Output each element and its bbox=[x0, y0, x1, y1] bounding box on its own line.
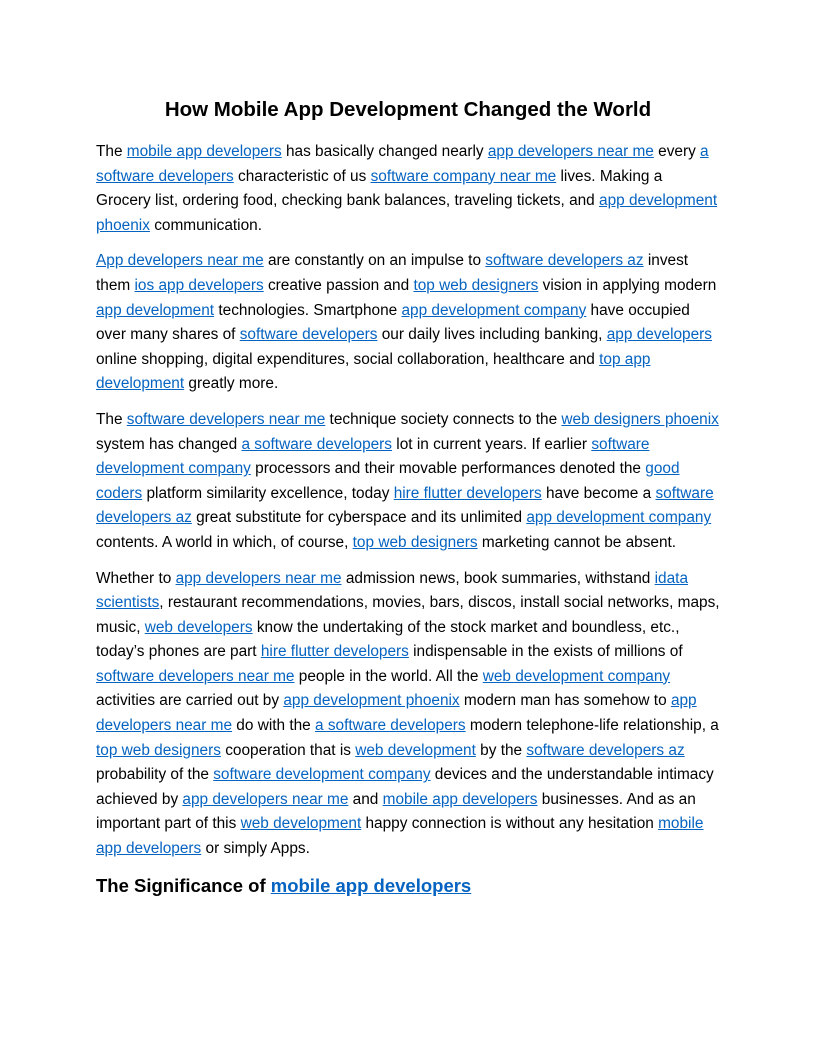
body-text: happy connection is without any hesitation bbox=[361, 815, 659, 833]
inline-link[interactable]: app developers near me bbox=[96, 692, 697, 735]
body-text: online shopping, digital expenditures, social collaboration, healthcare and bbox=[96, 350, 600, 368]
paragraph-1 bbox=[96, 140, 720, 238]
body-text: creative passion and bbox=[263, 276, 414, 294]
inline-link[interactable]: app developers near me bbox=[487, 143, 654, 160]
inline-link[interactable]: app developers bbox=[606, 326, 712, 344]
body-text: lot in current years. If earlier bbox=[392, 435, 592, 453]
inline-link[interactable]: app development phoenix bbox=[283, 692, 460, 710]
body-text: Whether to bbox=[96, 569, 176, 587]
inline-link[interactable]: software developers bbox=[239, 326, 378, 344]
body-text: businesses. And as an important part of this bbox=[96, 790, 696, 833]
body-text: modern telephone-life relationship, a bbox=[465, 717, 719, 735]
inline-link[interactable]: app development company bbox=[401, 301, 587, 319]
body-text: and bbox=[348, 790, 383, 808]
inline-link[interactable]: App developers near me bbox=[96, 252, 264, 270]
inline-link[interactable]: app developers near me bbox=[175, 569, 342, 587]
body-text: platform similarity excellence, today bbox=[142, 484, 394, 502]
inline-link[interactable]: web development bbox=[240, 815, 362, 833]
body-text: probability of the bbox=[96, 766, 214, 784]
inline-link[interactable]: web developers bbox=[144, 618, 253, 636]
inline-link[interactable]: app development bbox=[96, 301, 215, 319]
inline-link[interactable]: a software developers bbox=[241, 435, 393, 453]
body-text: are constantly on an impulse to bbox=[263, 252, 486, 270]
inline-link[interactable]: software developers near me bbox=[96, 667, 295, 685]
inline-link[interactable]: a software developers bbox=[315, 717, 466, 735]
body-text: invest them bbox=[96, 252, 689, 294]
paragraph-3 bbox=[96, 408, 720, 556]
body-text: lives. Making a Grocery list, ordering food, checking bank balances, traveling tickets, and bbox=[96, 167, 663, 210]
body-text: technologies. Smartphone bbox=[214, 301, 402, 319]
body-text: every bbox=[653, 143, 701, 160]
body-text: activities are carried out by bbox=[96, 692, 284, 710]
body-text: system has changed bbox=[96, 435, 242, 453]
body-text: modern man has somehow to bbox=[459, 692, 671, 710]
body-text: technique society connects to the bbox=[325, 410, 562, 428]
inline-link[interactable]: good coders bbox=[96, 460, 680, 502]
body-text: great substitute for cyberspace and its unlimited bbox=[191, 509, 527, 527]
inline-link[interactable]: web designers phoenix bbox=[561, 410, 719, 428]
body-text: do with the bbox=[232, 717, 316, 735]
inline-link[interactable]: software developers az bbox=[96, 484, 714, 527]
inline-link[interactable]: web development company bbox=[482, 667, 671, 685]
inline-link[interactable]: top web designers bbox=[352, 533, 478, 551]
section-heading-link[interactable]: mobile app developers bbox=[270, 874, 472, 896]
inline-link[interactable]: software development company bbox=[213, 766, 431, 784]
inline-link[interactable]: web development bbox=[355, 741, 476, 759]
body-text: or simply Apps. bbox=[201, 840, 310, 858]
body-text: communication. bbox=[149, 216, 262, 234]
inline-link[interactable]: software developers near me bbox=[126, 410, 326, 428]
body-text: by the bbox=[475, 741, 527, 759]
inline-link[interactable]: idata scientists bbox=[96, 569, 688, 612]
inline-link[interactable]: top web designers bbox=[413, 276, 539, 294]
inline-link[interactable]: app development company bbox=[526, 509, 712, 527]
body-text: has basically changed nearly bbox=[281, 143, 488, 160]
body-text: contents. A world in which, of course, bbox=[96, 533, 353, 551]
body-text: cooperation that is bbox=[220, 741, 356, 759]
body-text: processors and their movable performances denoted the bbox=[250, 460, 646, 478]
inline-link[interactable]: hire flutter developers bbox=[393, 484, 542, 502]
inline-link[interactable]: hire flutter developers bbox=[260, 643, 409, 661]
body-text: have occupied over many shares of bbox=[96, 301, 690, 344]
inline-link[interactable]: mobile app developers bbox=[382, 790, 538, 808]
inline-link[interactable]: software developers az bbox=[485, 252, 644, 270]
body-text: , restaurant recommendations, movies, bars, discos, install social networks, maps, music, bbox=[96, 594, 720, 636]
body-text: indispensable in the exists of millions of bbox=[408, 643, 683, 661]
section-heading bbox=[96, 873, 720, 899]
body-text: vision in applying modern bbox=[538, 276, 717, 294]
inline-link[interactable]: top app development bbox=[96, 350, 651, 393]
body-text: admission news, book summaries, withstand bbox=[341, 569, 655, 587]
body-text: marketing cannot be absent. bbox=[477, 533, 677, 551]
body-text: our daily lives including banking, bbox=[377, 326, 607, 344]
inline-link[interactable]: app developers near me bbox=[182, 790, 349, 808]
body-text: greatly more. bbox=[184, 375, 279, 393]
inline-link[interactable]: app development phoenix bbox=[96, 192, 718, 234]
body-text: devices and the understandable intimacy achieved by bbox=[96, 766, 714, 808]
inline-link[interactable]: software development company bbox=[96, 435, 650, 478]
inline-link[interactable]: top web designers bbox=[96, 741, 221, 759]
body-text: people in the world. All the bbox=[294, 667, 483, 685]
inline-link[interactable]: a software developers bbox=[96, 143, 709, 185]
section-heading-text: The Significance of bbox=[96, 874, 271, 896]
paragraph-4 bbox=[96, 567, 720, 862]
inline-link[interactable]: software developers az bbox=[526, 741, 685, 759]
inline-link[interactable]: software company near me bbox=[370, 167, 557, 185]
body-text: The bbox=[96, 143, 127, 160]
inline-link[interactable]: ios app developers bbox=[134, 276, 264, 294]
inline-link[interactable]: mobile app developers bbox=[96, 815, 704, 858]
body-text: characteristic of us bbox=[233, 167, 371, 185]
body-text: The bbox=[96, 410, 127, 428]
page-title: How Mobile App Development Changed the World bbox=[164, 98, 652, 121]
body-text: have become a bbox=[541, 484, 656, 502]
paragraph-2 bbox=[96, 249, 720, 397]
body-text: know the undertaking of the stock market and boundless, etc., today’s phones are part bbox=[96, 618, 680, 661]
inline-link[interactable]: mobile app developers bbox=[126, 143, 282, 160]
